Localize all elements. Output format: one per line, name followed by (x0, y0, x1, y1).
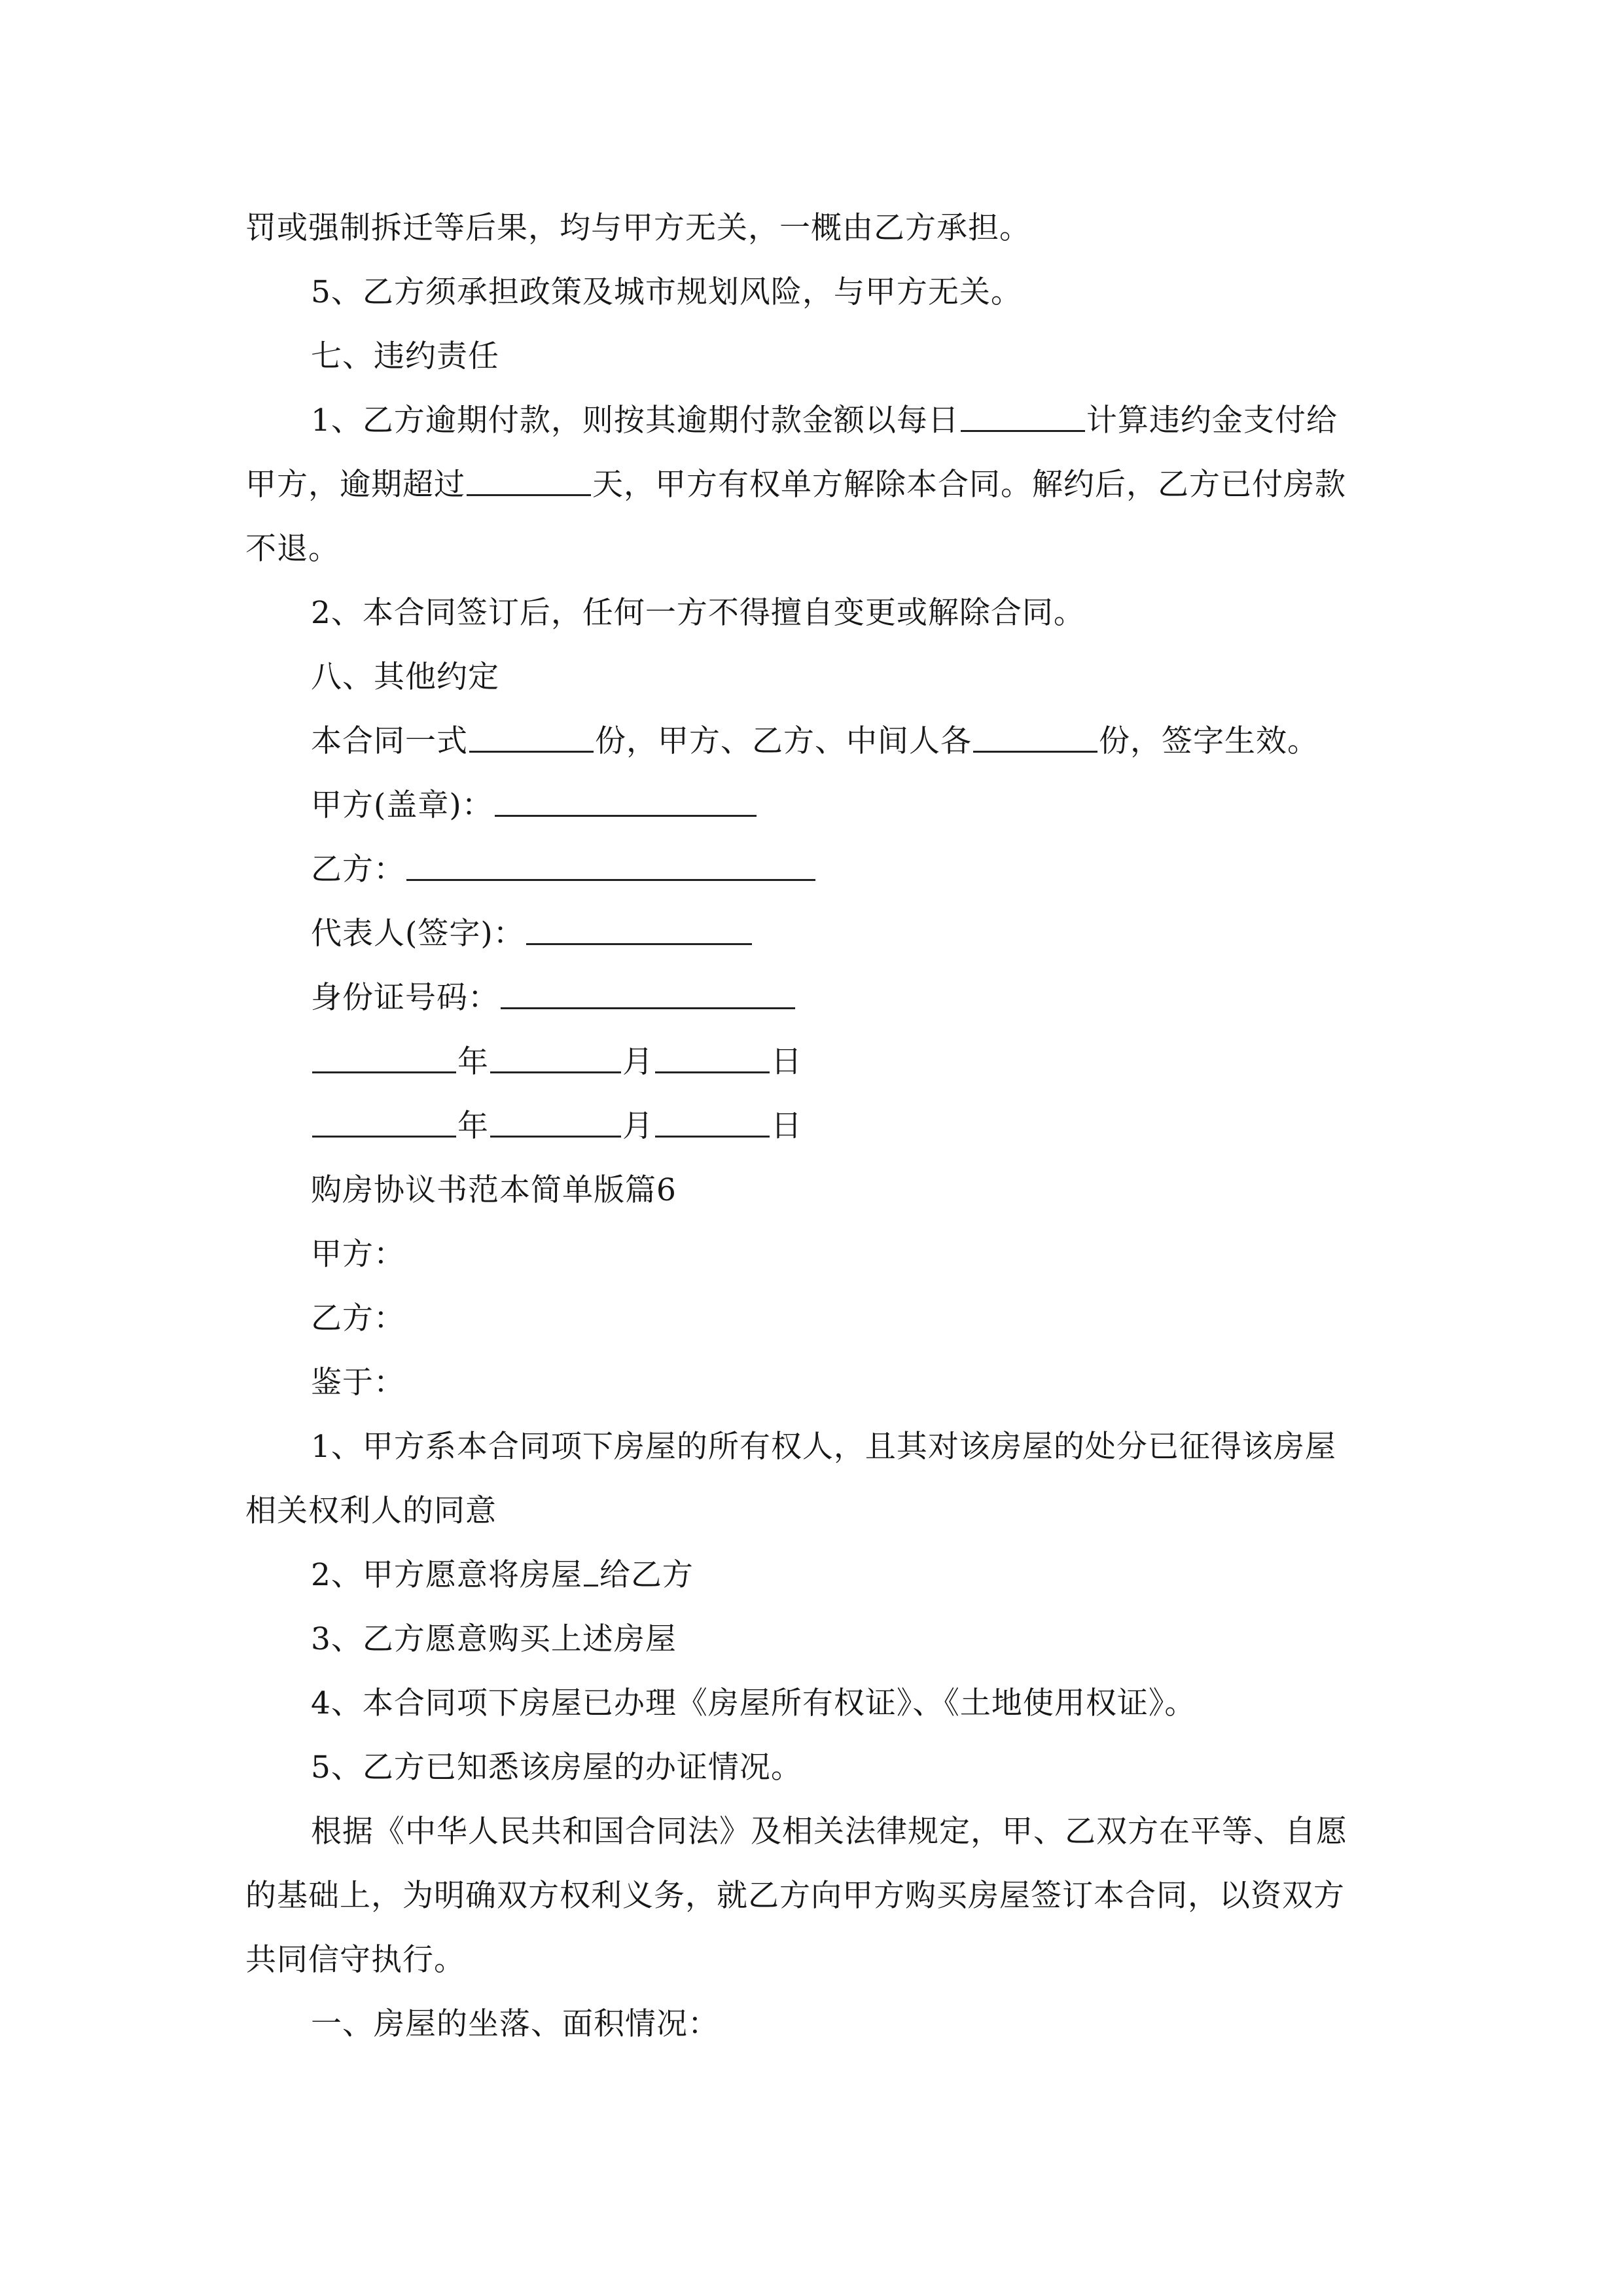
fill-blank (469, 725, 594, 753)
day-label: 日 (771, 1044, 802, 1080)
signature-label: 代表人(签字)： (311, 916, 525, 952)
date-line (245, 1094, 1381, 1158)
section-heading-other: 八、其他约定 (311, 659, 499, 695)
whereas-item-2 (245, 1543, 1381, 1607)
id-number-line (245, 966, 1381, 1030)
representative-line (245, 902, 1381, 966)
legal-basis-cont: 共同信守执行。 (245, 1942, 465, 1978)
whereas-item-1-cont: 相关权利人的同意 (245, 1493, 497, 1529)
section-heading-breach: 七、违约责任 (311, 338, 499, 374)
party-a-label: 甲方： (311, 1236, 405, 1272)
document-body (245, 196, 1381, 2056)
penalty-clause-2: 2、本合同签订后，任何一方不得擅自变更或解除合同。 (311, 595, 1085, 631)
day-blank (655, 1045, 770, 1073)
whereas-item-3: 3、乙方愿意购买上述房屋 (311, 1621, 677, 1657)
fill-blank (961, 404, 1085, 432)
party-b-label: 乙方： (311, 1300, 405, 1336)
text-segment: 给乙方 (599, 1557, 694, 1593)
penalty-clause-1 (245, 389, 1381, 453)
signature-label: 甲方(盖章)： (311, 787, 493, 823)
fill-blank (467, 468, 591, 496)
signature-blank (526, 917, 752, 945)
text-line: 罚或强制拆迁等后果，均与甲方无关，一概由乙方承担。 (245, 210, 1031, 246)
text-line: 5、乙方须承担政策及城市规划风险，与甲方无关。 (311, 274, 1022, 310)
year-blank (312, 1045, 456, 1073)
whereas-item-5: 5、乙方已知悉该房屋的办证情况。 (311, 1749, 802, 1785)
signature-blank (495, 789, 757, 817)
signature-blank (501, 981, 795, 1009)
clause-1-heading: 一、房屋的坐落、面积情况： (311, 2006, 719, 2042)
day-blank (655, 1109, 770, 1138)
text-segment: 甲方，逾期超过 (245, 467, 465, 503)
legal-basis-cont: 的基础上，为明确双方权利义务，就乙方向甲方购买房屋签订本合同，以资双方 (245, 1878, 1345, 1914)
text-segment: 本合同一式 (311, 723, 468, 759)
party-b-line (245, 838, 1381, 902)
signature-label: 乙方： (311, 852, 405, 888)
year-blank (312, 1109, 456, 1138)
text-segment: 2、甲方愿意将房屋 (311, 1557, 582, 1593)
text-segment: 1、乙方逾期付款，则按其逾期付款金额以每日 (311, 403, 959, 439)
text-segment: 份，签字生效。 (1099, 723, 1319, 759)
legal-basis: 根据《中华人民共和国合同法》及相关法律规定，甲、乙双方在平等、自愿 (311, 1814, 1347, 1850)
year-label: 年 (457, 1044, 489, 1080)
whereas-item-1: 1、甲方系本合同项下房屋的所有权人，且其对该房屋的处分已征得该房屋 (311, 1429, 1336, 1465)
month-blank (490, 1045, 621, 1073)
party-a-seal-line (245, 774, 1381, 838)
copies-line (245, 709, 1381, 774)
signature-blank (406, 853, 815, 881)
month-label: 月 (622, 1108, 654, 1144)
fill-blank (584, 1558, 598, 1587)
section-title: 购房协议书范本简单版篇6 (311, 1172, 677, 1208)
text-segment: 天，甲方有权单方解除本合同。解约后，乙方已付房款 (592, 467, 1346, 503)
month-blank (490, 1109, 621, 1138)
whereas-item-4: 4、本合同项下房屋已办理《房屋所有权证》、《土地使用权证》。 (311, 1685, 1196, 1721)
month-label: 月 (622, 1044, 654, 1080)
date-line (245, 1030, 1381, 1094)
text-line: 不退。 (245, 531, 340, 567)
penalty-clause-1-cont (245, 453, 1381, 517)
text-segment: 份，甲方、乙方、中间人各 (595, 723, 972, 759)
fill-blank (973, 725, 1097, 753)
day-label: 日 (771, 1108, 802, 1144)
signature-label: 身份证号码： (311, 980, 499, 1016)
year-label: 年 (457, 1108, 489, 1144)
text-segment: 计算违约金支付给 (1086, 403, 1338, 439)
whereas-label: 鉴于： (311, 1365, 405, 1401)
